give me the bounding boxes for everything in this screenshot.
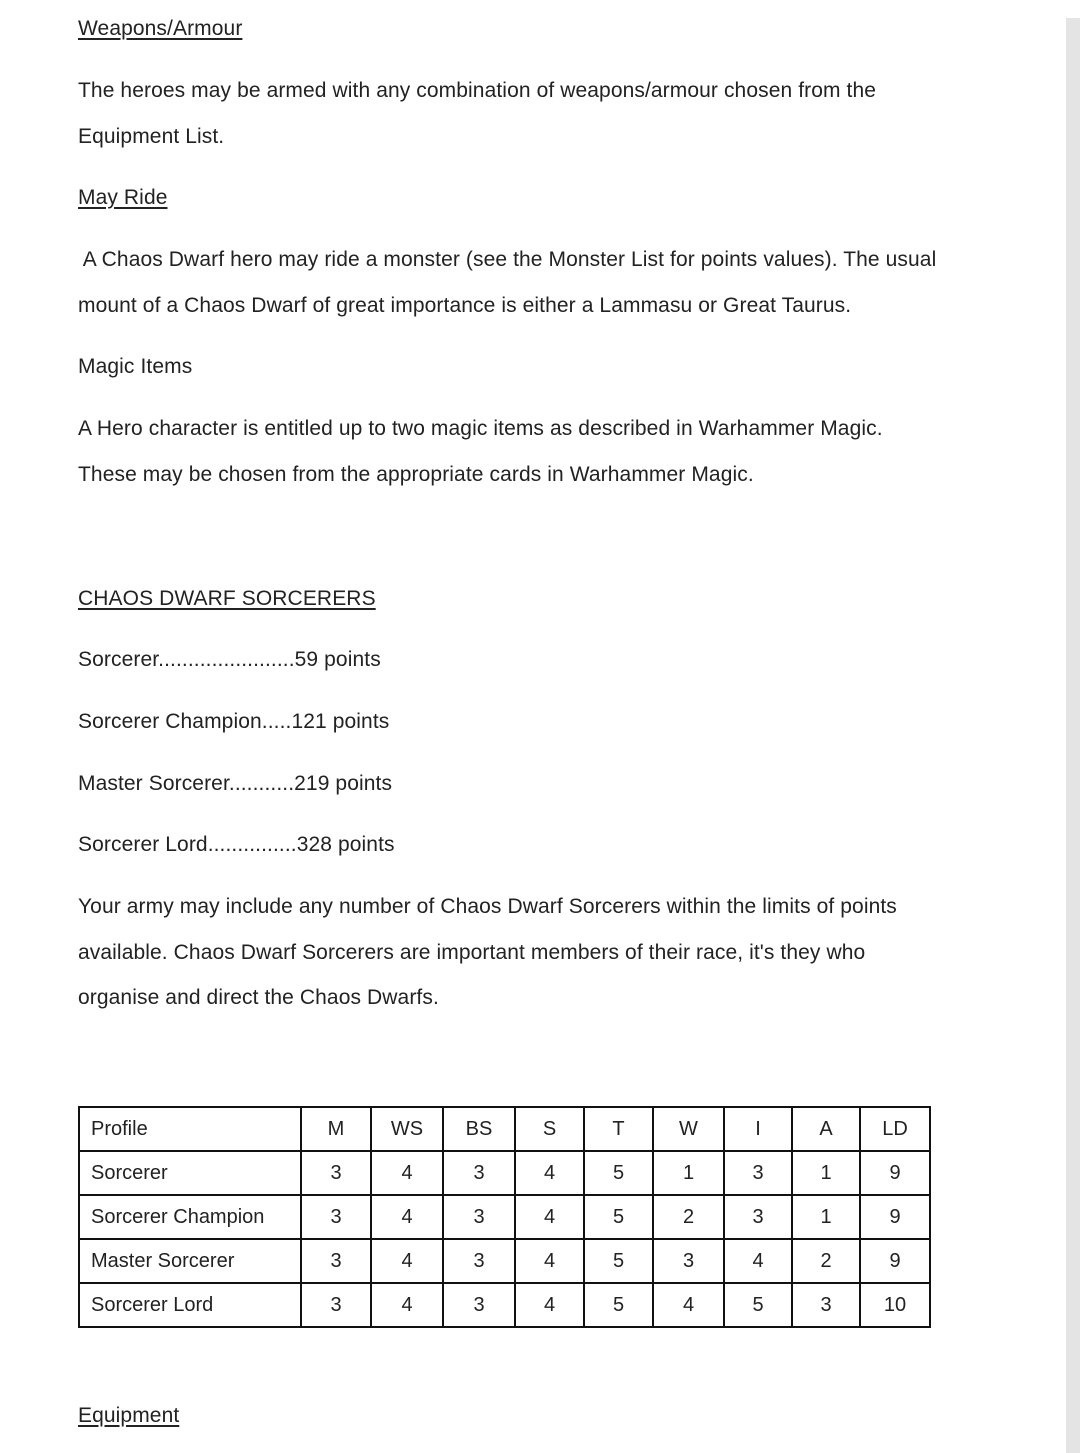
sorcerers-text-line-2: available. Chaos Dwarf Sorcerers are important members of their race, it's they who [78, 941, 866, 964]
table-cell: Sorcerer [79, 1151, 301, 1195]
weapons-armour-heading: Weapons/Armour [78, 17, 243, 40]
table-row [79, 1151, 930, 1195]
table-cell: 3 [443, 1283, 515, 1327]
table-cell: 4 [371, 1283, 443, 1327]
table-cell: 4 [653, 1283, 724, 1327]
table-cell: 3 [443, 1151, 515, 1195]
table-row [79, 1239, 930, 1283]
magic-items-heading: Magic Items [78, 355, 193, 378]
table-cell: 9 [860, 1239, 930, 1283]
header-cell: I [724, 1107, 792, 1151]
table-cell: 3 [301, 1239, 371, 1283]
may-ride-text-line-2: mount of a Chaos Dwarf of great importance is either a Lammasu or Great Taurus. [78, 294, 852, 317]
sorcerer-points: Sorcerer.......................59 points [78, 648, 381, 671]
table-cell: 9 [860, 1151, 930, 1195]
sorcerers-text-line-1: Your army may include any number of Chaos Dwarf Sorcerers within the limits of points [78, 895, 897, 918]
sorcerer-champion-points: Sorcerer Champion.....121 points [78, 710, 390, 733]
table-cell: 3 [301, 1283, 371, 1327]
profile-table [78, 1106, 931, 1328]
may-ride-text-line-1: A Chaos Dwarf hero may ride a monster (see the Monster List for points values). The usual [78, 248, 937, 271]
header-cell: WS [371, 1107, 443, 1151]
table-cell: 5 [584, 1151, 653, 1195]
table-cell: 1 [792, 1151, 860, 1195]
table-cell: 3 [443, 1239, 515, 1283]
table-cell: 5 [584, 1195, 653, 1239]
table-cell: 2 [653, 1195, 724, 1239]
table-cell: 3 [653, 1239, 724, 1283]
table-cell: 1 [653, 1151, 724, 1195]
table-cell: 10 [860, 1283, 930, 1327]
table-cell: 3 [792, 1283, 860, 1327]
table-cell: 4 [371, 1151, 443, 1195]
table-cell: 4 [371, 1239, 443, 1283]
table-cell: 3 [301, 1151, 371, 1195]
header-cell: Profile [79, 1107, 301, 1151]
may-ride-heading: May Ride [78, 186, 168, 209]
equipment-heading: Equipment [78, 1404, 180, 1427]
table-cell: 4 [371, 1195, 443, 1239]
table-cell: Sorcerer Champion [79, 1195, 301, 1239]
table-cell: 2 [792, 1239, 860, 1283]
vertical-scrollbar[interactable] [1066, 18, 1080, 1453]
sorcerer-lord-points: Sorcerer Lord...............328 points [78, 833, 395, 856]
table-cell: 5 [584, 1283, 653, 1327]
weapons-text-line-1: The heroes may be armed with any combination of weapons/armour chosen from the [78, 79, 877, 102]
magic-items-text-line-2: These may be chosen from the appropriate cards in Warhammer Magic. [78, 463, 754, 486]
table-cell: 4 [515, 1283, 584, 1327]
table-cell: 3 [724, 1195, 792, 1239]
table-cell: 1 [792, 1195, 860, 1239]
header-cell: BS [443, 1107, 515, 1151]
master-sorcerer-points: Master Sorcerer...........219 points [78, 772, 393, 795]
header-cell: T [584, 1107, 653, 1151]
table-cell: 3 [724, 1151, 792, 1195]
table-cell: 9 [860, 1195, 930, 1239]
table-cell: 5 [584, 1239, 653, 1283]
table-cell: 3 [301, 1195, 371, 1239]
header-cell: LD [860, 1107, 930, 1151]
table-row [79, 1195, 930, 1239]
weapons-text-line-2: Equipment List. [78, 125, 225, 148]
table-cell: 4 [515, 1239, 584, 1283]
table-cell: 5 [724, 1283, 792, 1327]
table-cell: Master Sorcerer [79, 1239, 301, 1283]
header-cell: M [301, 1107, 371, 1151]
table-cell: 4 [515, 1195, 584, 1239]
table-header-row [79, 1107, 930, 1151]
header-cell: A [792, 1107, 860, 1151]
table-cell: 4 [724, 1239, 792, 1283]
sorcerers-text-line-3: organise and direct the Chaos Dwarfs. [78, 986, 439, 1009]
table-row [79, 1283, 930, 1327]
sorcerers-heading: CHAOS DWARF SORCERERS [78, 587, 376, 610]
table-cell: Sorcerer Lord [79, 1283, 301, 1327]
magic-items-text-line-1: A Hero character is entitled up to two magic items as described in Warhammer Magic. [78, 417, 883, 440]
table-cell: 3 [443, 1195, 515, 1239]
table-cell: 4 [515, 1151, 584, 1195]
header-cell: S [515, 1107, 584, 1151]
header-cell: W [653, 1107, 724, 1151]
